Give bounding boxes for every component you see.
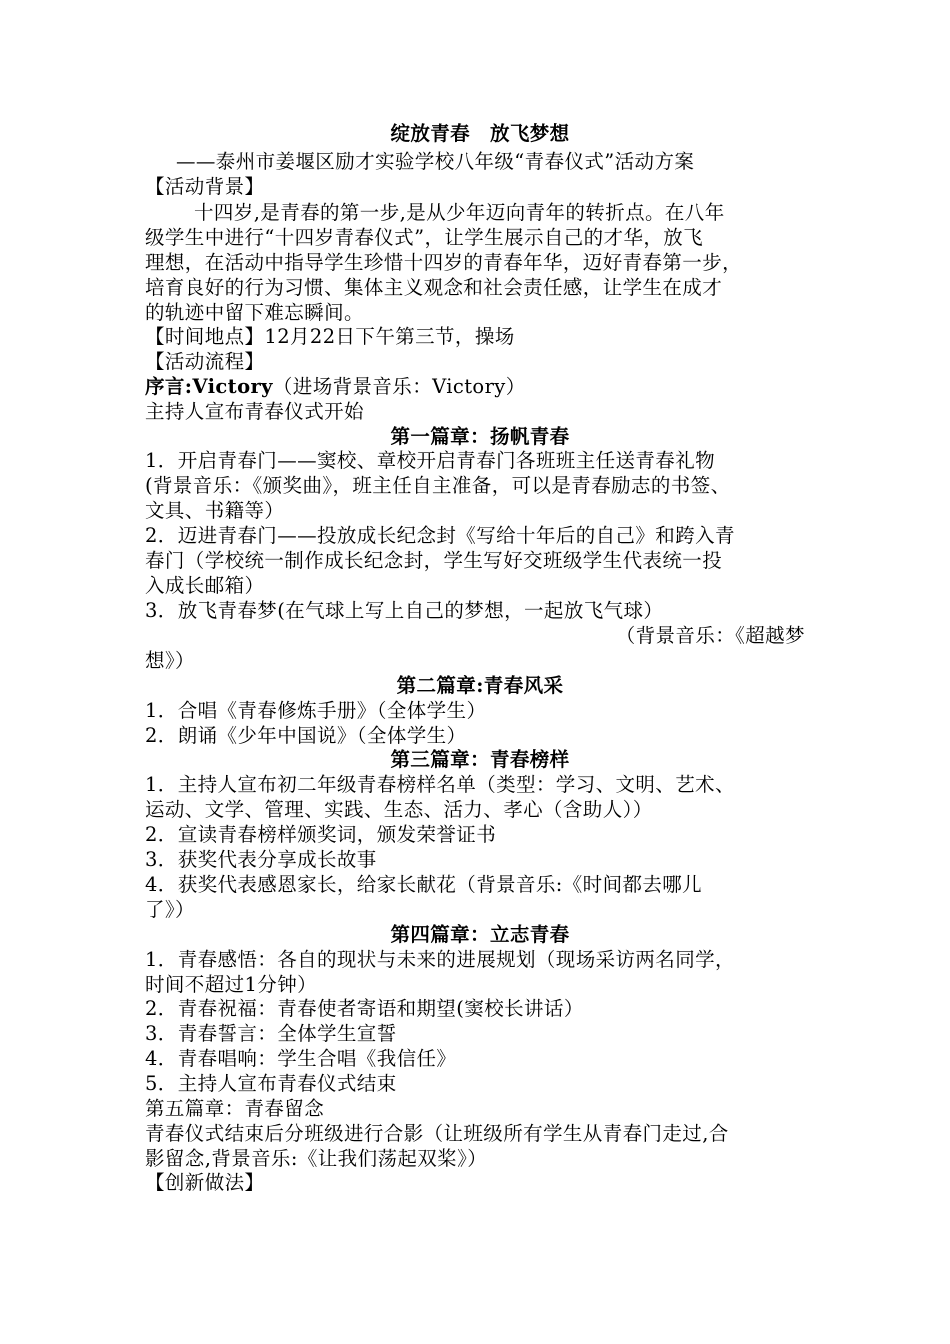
chapter-4-line: 2．青春祝福：青春使者寄语和期望(窦校长讲话） (145, 997, 584, 1020)
chapter-1-tail: 想》） (145, 649, 195, 672)
host-open: 主持人宣布青春仪式开始 (145, 400, 364, 423)
chapter-2-line: 2．朗诵《少年中国说》（全体学生） (145, 724, 467, 747)
chapter-4-line: 4．青春唱响：学生合唱《我信任》 (145, 1047, 457, 1070)
doc-subtitle: ——泰州市姜堰区励才实验学校八年级“青春仪式”活动方案 (176, 150, 695, 173)
background-line: 的轨迹中留下难忘瞬间。 (145, 301, 364, 324)
chapter-1-title: 第一篇章：扬帆青春 (390, 425, 570, 448)
chapter-1-line: (背景音乐：《颁奖曲》，班主任自主准备，可以是青春励志的书签、 (145, 474, 731, 497)
chapter-3-line: 2．宣读青春榜样颁奖词，颁发荣誉证书 (145, 823, 497, 846)
background-line: 培育良好的行为习惯、集体主义观念和社会责任感，让学生在成才 (145, 276, 723, 299)
chapter-4-line: 时间不超过1分钟） (145, 973, 318, 996)
chapter-3-line: 1．主持人宣布初二年级青春榜样名单（类型：学习、文明、艺术、 (145, 773, 735, 796)
chapter-1-line: 1．开启青春门——窦校、章校开启青春门各班班主任送青春礼物 (145, 449, 716, 472)
chapter-4-line: 1．青春感悟：各自的现状与未来的进展规划（现场采访两名同学， (145, 948, 735, 971)
background-heading: 【活动背景】 (145, 175, 265, 198)
chapter-5-line: 青春仪式结束后分班级进行合影（让班级所有学生从青春门走过,合 (145, 1122, 729, 1145)
chapter-2-title: 第二篇章:青春风采 (396, 674, 564, 697)
chapter-1-right-line: （背景音乐：《超越梦 (615, 624, 805, 647)
chapter-1-line: 春门（学校统一制作成长纪念封，学生写好交班级学生代表统一投 (145, 549, 723, 572)
chapter-3-line: 3．获奖代表分享成长故事 (145, 848, 377, 871)
prelude-label: 序言:Victory (145, 375, 273, 398)
chapter-3-line: 4．获奖代表感恩家长，给家长献花（背景音乐:《时间都去哪儿 (145, 873, 703, 896)
chapter-3-line: 了》） (145, 898, 195, 921)
chapter-1-line: 文具、书籍等） (145, 499, 285, 522)
chapter-4-title: 第四篇章：立志青春 (390, 923, 570, 946)
prelude-line (145, 375, 815, 399)
chapter-5-title: 第五篇章：青春留念 (145, 1097, 325, 1120)
chapter-2-line: 1．合唱《青春修炼手册》（全体学生） (145, 699, 487, 722)
chapter-1-line: 2．迈进青春门——投放成长纪念封《写给十年后的自己》和跨入青 (145, 524, 735, 547)
prelude-rest: （进场背景音乐：Victory） (272, 375, 526, 398)
chapter-5-line: 影留念,背景音乐:《让我们荡起双桨》） (145, 1147, 488, 1170)
chapter-4-line: 5．主持人宣布青春仪式结束 (145, 1072, 397, 1095)
chapter-1-line: 3．放飞青春梦(在气球上写上自己的梦想，一起放飞气球） (145, 599, 664, 622)
chapter-3-title: 第三篇章：青春榜样 (390, 748, 570, 771)
background-line: 十四岁,是青春的第一步,是从少年迈向青年的转折点。在八年 (194, 201, 725, 224)
doc-title: 绽放青春 放飞梦想 (390, 122, 570, 145)
flow-heading: 【活动流程】 (145, 350, 265, 373)
background-line: 理想，在活动中指导学生珍惜十四岁的青春年华，迈好青春第一步， (145, 251, 743, 274)
time-place: 【时间地点】12月22日下午第三节，操场 (145, 325, 515, 348)
background-line: 级学生中进行“十四岁青春仪式”，让学生展示自己的才华，放飞 (145, 226, 704, 249)
chapter-3-line: 运动、文学、管理、实践、生态、活力、孝心（含助人）） (145, 798, 653, 821)
chapter-1-line: 入成长邮箱） (145, 574, 265, 597)
innovation-heading: 【创新做法】 (145, 1171, 265, 1194)
chapter-4-line: 3．青春誓言：全体学生宣誓 (145, 1022, 397, 1045)
